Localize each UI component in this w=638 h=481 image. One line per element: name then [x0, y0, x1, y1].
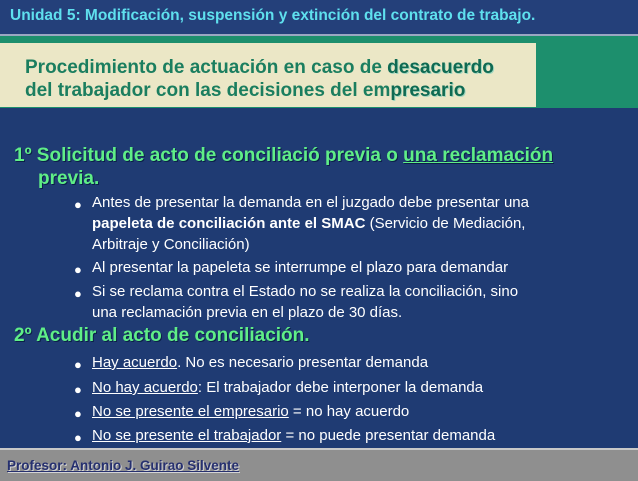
section-2-bullet-3	[74, 401, 626, 422]
section-1-title-text: 1º Solicitud de acto de conciliació previa o	[14, 145, 404, 166]
bullet-icon: ●	[74, 430, 82, 445]
bullet-icon: ●	[74, 197, 82, 212]
section-2-title: 2º Acudir al acto de conciliación.	[14, 325, 310, 346]
bullet-icon: ●	[74, 286, 82, 301]
bullet-icon: ●	[74, 406, 82, 421]
bullet-bold-text: papeleta de conciliación ante el SMAC	[92, 215, 366, 232]
section-1-link[interactable]: una reclamación	[403, 145, 554, 166]
subtitle-line-2-text: del trabajador con las decisiones del em	[25, 80, 391, 101]
footer-author: Profesor: Antonio J. Guirao Silvente	[7, 458, 240, 473]
subtitle-box	[0, 43, 536, 107]
link-hay-acuerdo[interactable]: Hay acuerdo	[92, 354, 178, 371]
section-2-bullet-1	[74, 352, 626, 373]
bullet-line: Antes de presentar la demanda en el juzgado debe presentar una	[92, 194, 529, 211]
section-1-title-line-2: previa.	[38, 168, 100, 189]
bullet-line: (Servicio de Mediación,	[365, 215, 526, 232]
subtitle-highlight-presario: presario	[390, 80, 466, 101]
bullet-icon: ●	[74, 382, 82, 397]
bullet-text	[92, 352, 626, 373]
subtitle-line-2	[25, 80, 465, 102]
bullet-line: = no hay acuerdo	[288, 403, 410, 420]
section-1-bullet-3	[74, 281, 626, 323]
subtitle-line-1-text: Procedimiento de actuación en caso de	[25, 57, 388, 78]
bullet-text	[92, 281, 626, 323]
bullet-line: : El trabajador debe interponer la demanda	[197, 379, 484, 396]
bullet-text	[92, 425, 626, 446]
section-2-bullet-4	[74, 425, 626, 446]
bullet-line: Si se reclama contra el Estado no se realiza la conciliación, sino	[92, 283, 519, 300]
section-1-title-line-1	[14, 145, 553, 167]
bullet-text	[92, 192, 626, 255]
bullet-line: una reclamación previa en el plazo de 30 días.	[92, 304, 403, 321]
bullet-line: Arbitraje y Conciliación)	[92, 236, 250, 253]
section-1-bullet-1	[74, 192, 626, 255]
bullet-line: = no puede presentar demanda	[281, 427, 496, 444]
subtitle-highlight-desacuerdo: desacuerdo	[387, 57, 494, 78]
section-1-bullet-2	[74, 257, 626, 278]
header-bar	[0, 0, 638, 36]
link-no-se-presente-trabajador[interactable]: No se presente el trabajador	[92, 427, 282, 444]
section-2-bullet-2	[74, 377, 626, 398]
slide-header-title: Unidad 5: Modificación, suspensión y extinción del contrato de trabajo.	[10, 7, 536, 24]
footer-bar	[0, 448, 638, 481]
bullet-icon: ●	[74, 262, 82, 277]
bullet-icon: ●	[74, 357, 82, 372]
bullet-text	[92, 377, 626, 398]
bullet-text: Al presentar la papeleta se interrumpe el plazo para demandar	[92, 259, 509, 276]
link-no-hay-acuerdo[interactable]: No hay acuerdo	[92, 379, 198, 396]
link-no-se-presente-empresario[interactable]: No se presente el empresario	[92, 403, 289, 420]
subtitle-line-1	[25, 57, 494, 79]
bullet-text	[92, 401, 626, 422]
bullet-line: . No es necesario presentar demanda	[177, 354, 429, 371]
